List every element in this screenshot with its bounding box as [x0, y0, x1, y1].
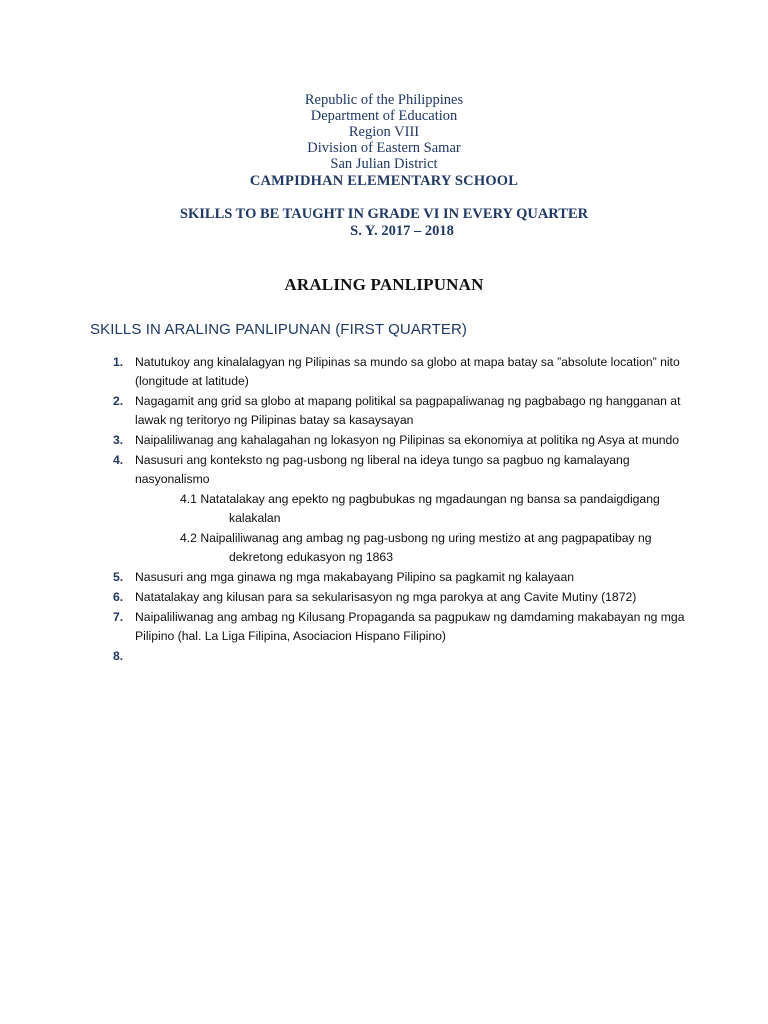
school-year: S. Y. 2017 – 2018 — [350, 223, 454, 239]
list-item — [0, 451, 768, 489]
subject-title: ARALING PANLIPUNAN — [284, 275, 484, 294]
letterhead-district: San Julian District — [330, 156, 438, 172]
title-line: SKILLS TO BE TAUGHT IN GRADE VI IN EVERY QUARTER — [179, 206, 589, 222]
list-item — [0, 431, 768, 450]
sub-list-item — [0, 490, 768, 528]
school-name: CAMPIDHAN ELEMENTARY SCHOOL — [249, 173, 519, 189]
list-number: 1. — [113, 355, 124, 369]
list-number: 5. — [113, 570, 124, 584]
list-number: 3. — [113, 433, 124, 447]
sub-list-item — [0, 529, 768, 567]
sub-list-text: 4.1 Natatalakay ang epekto ng pagbubukas ng mgadaungan ng bansa sa pandaigdigang kalakalan — [180, 492, 660, 525]
list-text: Naipaliliwanag ang kahalagahan ng lokasyon ng Pilipinas sa ekonomiya at politika ng Asya at mundo — [135, 433, 680, 447]
document-title — [0, 206, 768, 240]
list-text: Nasusuri ang mga ginawa ng mga makabayang Pilipino sa pagkamit ng kalayaan — [135, 570, 575, 584]
list-number: 8. — [113, 649, 124, 663]
skills-list — [0, 353, 768, 663]
list-number: 7. — [113, 610, 124, 624]
list-text: Nasusuri ang konteksto ng pag-usbong ng liberal na ideya tungo sa pagbuo ng kamalayang nasyonalismo — [135, 453, 630, 486]
letterhead-division: Division of Eastern Samar — [307, 140, 461, 156]
letterhead-republic: Republic of the Philippines — [304, 92, 464, 108]
sub-list-text: 4.2 Naipaliliwanag ang ambag ng pag-usbong ng uring mestizo at ang pagpapatibay ng dekretong edukasyon ng 1863 — [180, 531, 652, 564]
list-text: Nagagamit ang grid sa globo at mapang politikal sa pagpapaliwanag ng pagbabago ng hangganan at lawak ng teritoryo ng Pilipinas batay sa kasaysayan — [135, 394, 681, 427]
list-text: Natutukoy ang kinalalagyan ng Pilipinas sa mundo sa globo at mapa batay sa ”absolute location” nito (longitude at latitude) — [135, 355, 680, 388]
list-item — [0, 608, 768, 646]
list-number: 2. — [113, 394, 124, 408]
list-item — [0, 588, 768, 607]
list-number: 4. — [113, 453, 124, 467]
list-item — [0, 353, 768, 391]
letterhead-department: Department of Education — [310, 108, 458, 124]
list-text: Naipaliliwanag ang ambag ng Kilusang Propaganda sa pagpukaw ng damdaming makabayan ng mga Pilipino (hal. La Liga Filipina, Asociacion Hispano Filipino) — [135, 610, 685, 643]
letterhead — [0, 92, 768, 189]
list-item — [0, 568, 768, 587]
list-text: Natatalakay ang kilusan para sa sekularisasyon ng mga parokya at ang Cavite Mutiny (1872) — [135, 590, 637, 604]
quarter-heading: SKILLS IN ARALING PANLIPUNAN (FIRST QUARTER) — [90, 321, 467, 338]
list-item — [0, 392, 768, 430]
list-number: 6. — [113, 590, 124, 604]
letterhead-region: Region VIII — [348, 124, 420, 140]
